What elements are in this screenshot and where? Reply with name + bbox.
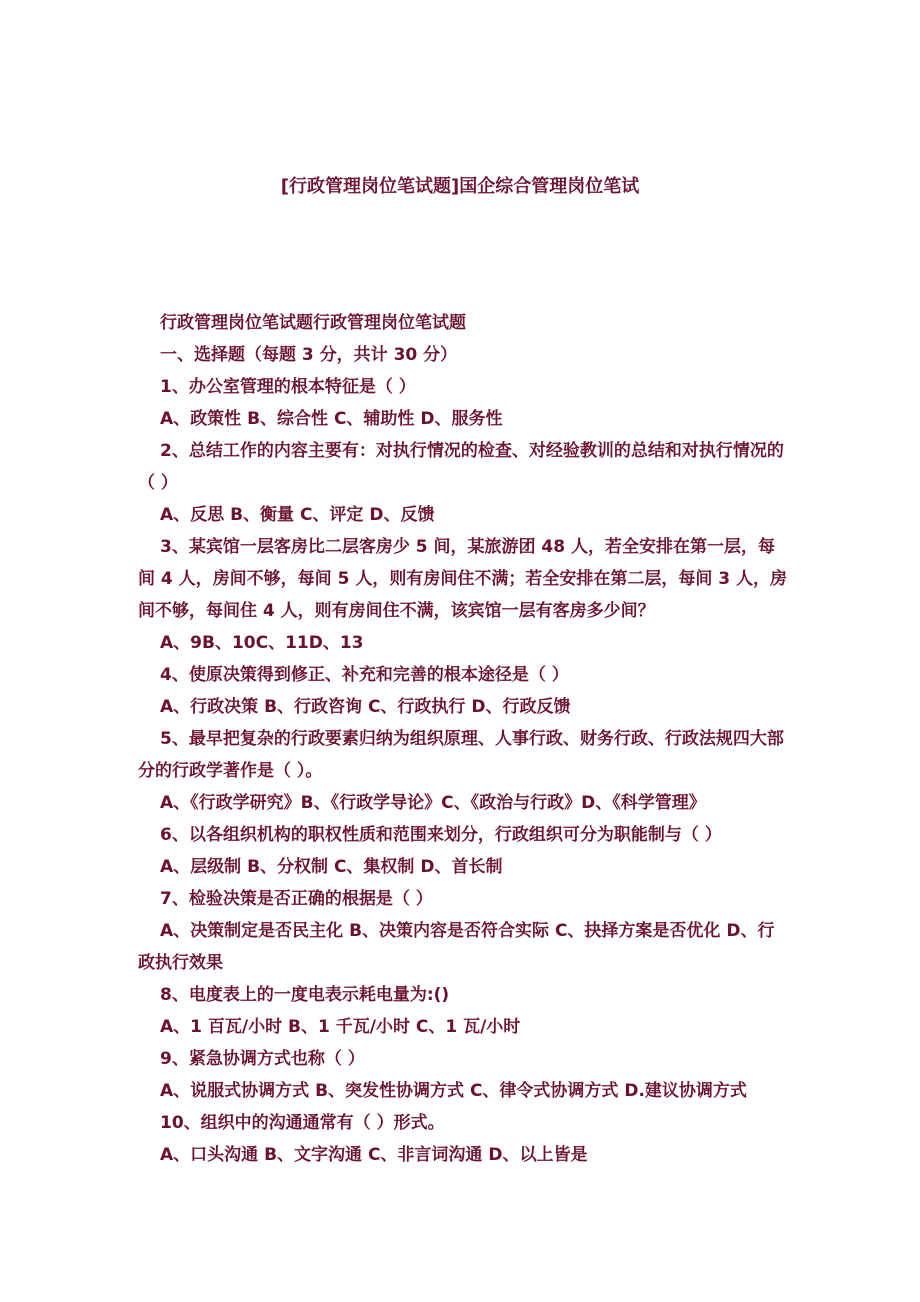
question-8: 8、电度表上的一度电表示耗电量为:() <box>160 985 450 1005</box>
question-6: 6、以各组织机构的职权性质和范围来划分，行政组织可分为职能制与（ ） <box>160 825 722 845</box>
document-title: [行政管理岗位笔试题]国企综合管理岗位笔试 <box>280 176 640 197</box>
section-heading: 一、选择题（每题 3 分，共计 30 分） <box>160 345 458 365</box>
options-9: A、说服式协调方式 B、突发性协调方式 C、律令式协调方式 D.建议协调方式 <box>160 1081 747 1101</box>
options-3: A、9B、10C、11D、13 <box>160 633 364 653</box>
options-6: A、层级制 B、分权制 C、集权制 D、首长制 <box>160 857 503 877</box>
question-5: 5、最早把复杂的行政要素归纳为组织原理、人事行政、财务行政、行政法规四大部分的行政学著作是（ ）。 <box>138 729 784 781</box>
options-4: A、行政决策 B、行政咨询 C、行政执行 D、行政反馈 <box>160 697 571 717</box>
question-1: 1、办公室管理的根本特征是（ ） <box>160 377 416 397</box>
question-3: 3、某宾馆一层客房比二层客房少 5 间，某旅游团 48 人，若全安排在第一层，每间 4 人，房间不够，每间 5 人，则有房间住不满；若全安排在第二层，每间 3 人，房间不够，每间住 4 人，则有房间住不满，该宾馆一层有客房多少间？ <box>138 537 787 621</box>
question-10: 10、组织中的沟通通常有（ ）形式。 <box>160 1113 445 1133</box>
paragraph-heading: 行政管理岗位笔试题行政管理岗位笔试题 <box>160 313 466 333</box>
options-8: A、1 百瓦/小时 B、1 千瓦/小时 C、1 瓦/小时 <box>160 1017 521 1037</box>
options-10: A、口头沟通 B、文字沟通 C、非言词沟通 D、以上皆是 <box>160 1145 588 1165</box>
question-2: 2、总结工作的内容主要有：对执行情况的检查、对经验教训的总结和对执行情况的（ ） <box>138 441 784 493</box>
options-5: A、《行政学研究》B、《行政学导论》C、《政治与行政》D、《科学管理》 <box>160 793 706 813</box>
question-9: 9、紧急协调方式也称（ ） <box>160 1049 365 1069</box>
question-4: 4、使原决策得到修正、补充和完善的根本途径是（ ） <box>160 665 569 685</box>
options-1: A、政策性 B、综合性 C、辅助性 D、服务性 <box>160 409 503 429</box>
question-7: 7、检验决策是否正确的根据是（ ） <box>160 889 433 909</box>
document-body <box>138 307 788 1171</box>
options-2: A、反思 B、衡量 C、评定 D、反馈 <box>160 505 435 525</box>
options-7: A、决策制定是否民主化 B、决策内容是否符合实际 C、抉择方案是否优化 D、行政执行效果 <box>138 921 775 973</box>
